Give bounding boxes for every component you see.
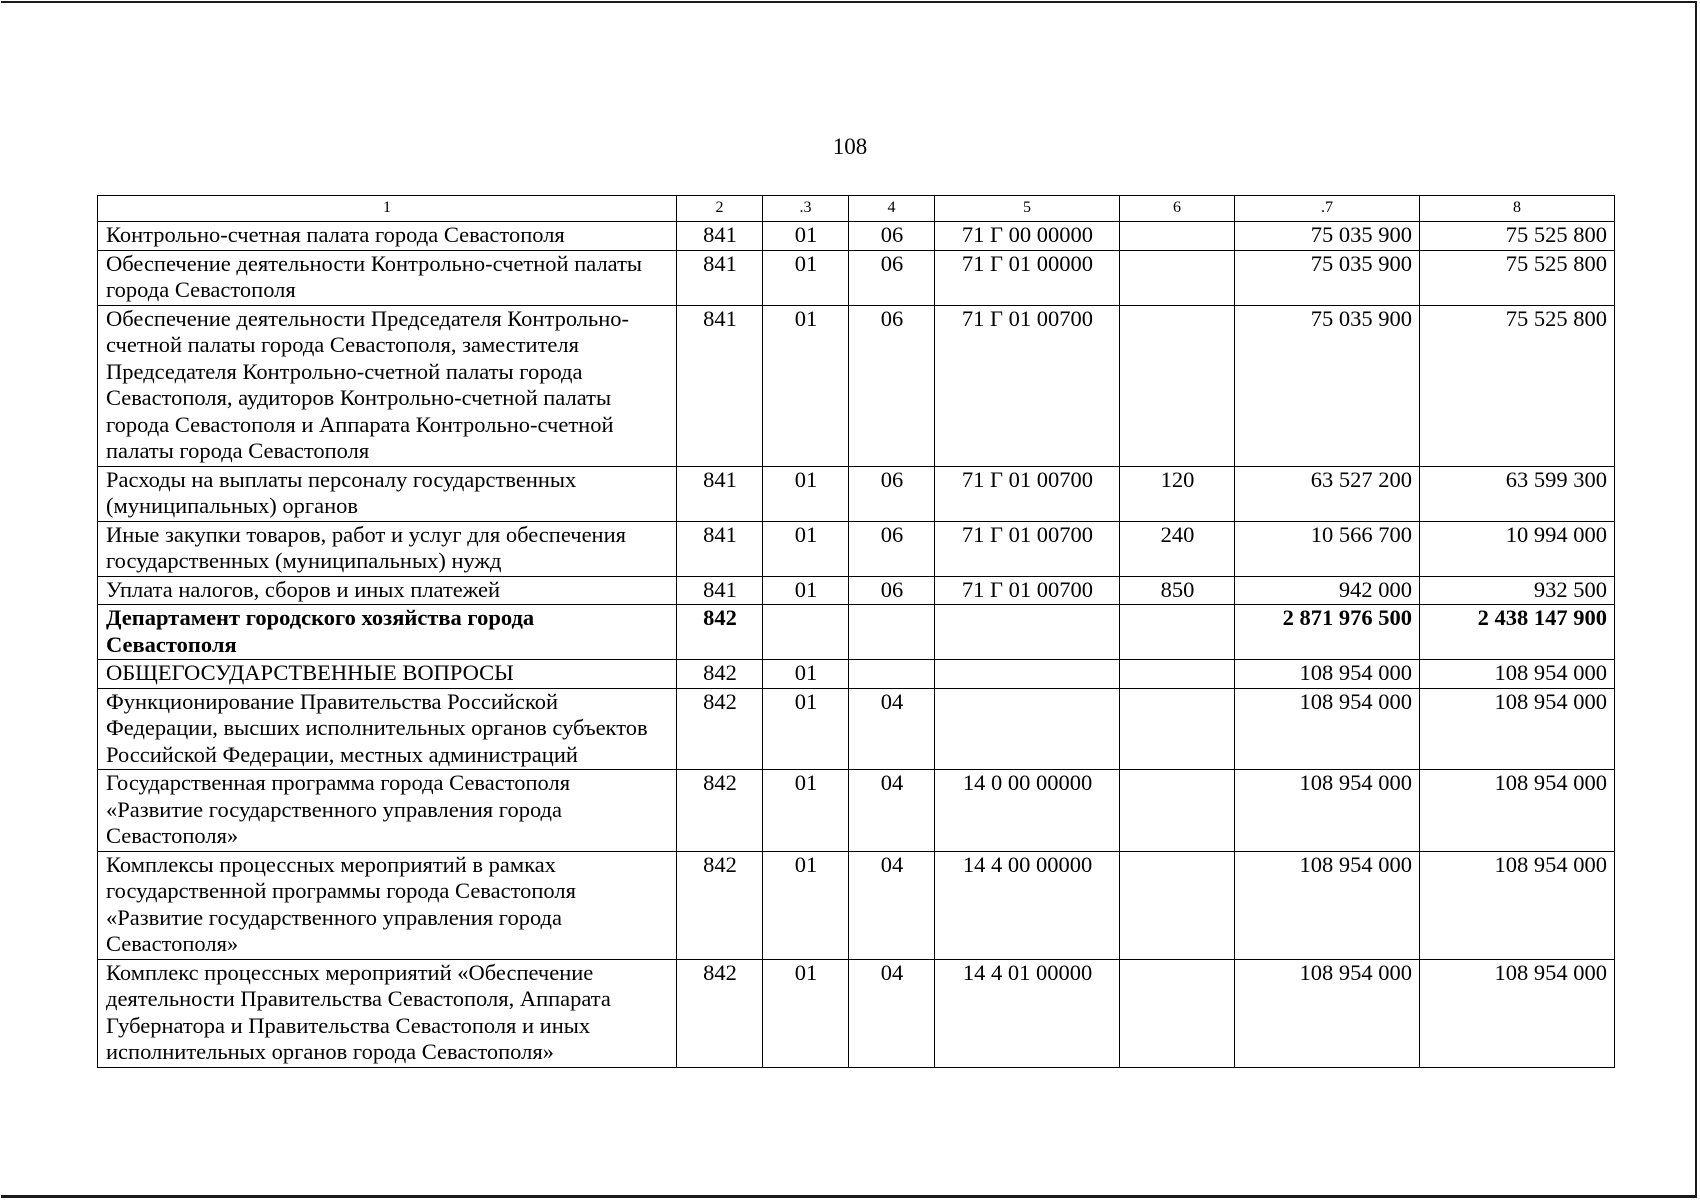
row-amount-2-cell: 63 599 300 [1420, 466, 1615, 521]
row-expense-type-cell [1120, 222, 1235, 251]
row-amount-2-cell: 108 954 000 [1420, 660, 1615, 689]
row-target-article-cell: 71 Г 01 00700 [935, 521, 1120, 576]
row-admin-code-cell: 841 [677, 576, 763, 605]
row-subsection-cell [849, 660, 935, 689]
row-target-article-cell: 71 Г 01 00700 [935, 466, 1120, 521]
row-section-cell: 01 [763, 959, 849, 1067]
row-amount-2-cell: 108 954 000 [1420, 770, 1615, 852]
row-name-cell: Обеспечение деятельности Председателя Контрольно-счетной палаты города Севастополя, заместителя Председателя Контрольно-счетной палаты города Севастополя, аудиторов Контрольно-счетной палаты города Севастополя и Аппарата Контрольно-счетной палаты города Севастополя [98, 305, 677, 466]
table-row [98, 222, 1615, 251]
row-admin-code-cell: 841 [677, 222, 763, 251]
header-cell-4: 4 [849, 196, 935, 222]
table-row [98, 851, 1615, 959]
row-name-cell: Иные закупки товаров, работ и услуг для обеспечения государственных (муниципальных) нужд [98, 521, 677, 576]
row-admin-code-cell: 842 [677, 688, 763, 770]
table-row [98, 770, 1615, 852]
row-admin-code-cell: 842 [677, 851, 763, 959]
row-amount-2-cell: 932 500 [1420, 576, 1615, 605]
table-row [98, 688, 1615, 770]
row-admin-code-cell: 841 [677, 305, 763, 466]
budget-table [97, 195, 1615, 1068]
row-admin-code-cell: 841 [677, 250, 763, 305]
row-amount-1-cell: 108 954 000 [1235, 688, 1420, 770]
row-amount-1-cell: 108 954 000 [1235, 660, 1420, 689]
row-expense-type-cell [1120, 851, 1235, 959]
row-subsection-cell: 04 [849, 959, 935, 1067]
row-amount-1-cell: 75 035 900 [1235, 222, 1420, 251]
row-amount-2-cell: 10 994 000 [1420, 521, 1615, 576]
row-subsection-cell: 04 [849, 851, 935, 959]
row-target-article-cell [935, 688, 1120, 770]
row-subsection-cell: 06 [849, 521, 935, 576]
row-expense-type-cell [1120, 959, 1235, 1067]
row-section-cell: 01 [763, 466, 849, 521]
header-cell-3: .3 [763, 196, 849, 222]
page-number-text: 108 [832, 134, 868, 159]
row-expense-type-cell: 240 [1120, 521, 1235, 576]
row-amount-2-cell: 75 525 800 [1420, 222, 1615, 251]
row-amount-1-cell: 942 000 [1235, 576, 1420, 605]
table-row [98, 605, 1615, 660]
row-name-cell: Комплекс процессных мероприятий «Обеспечение деятельности Правительства Севастополя, Аппарата Губернатора и Правительства Севастополя и иных исполнительных органов города Севастополя» [98, 959, 677, 1067]
row-subsection-cell: 04 [849, 770, 935, 852]
row-amount-1-cell: 75 035 900 [1235, 250, 1420, 305]
row-expense-type-cell [1120, 250, 1235, 305]
row-name-cell: Расходы на выплаты персоналу государственных (муниципальных) органов [98, 466, 677, 521]
row-name-cell: Функционирование Правительства Российской Федерации, высших исполнительных органов субъектов Российской Федерации, местных администраций [98, 688, 677, 770]
row-admin-code-cell: 842 [677, 605, 763, 660]
row-target-article-cell: 14 0 00 00000 [935, 770, 1120, 852]
row-amount-2-cell: 75 525 800 [1420, 250, 1615, 305]
row-admin-code-cell: 842 [677, 959, 763, 1067]
row-amount-1-cell: 108 954 000 [1235, 959, 1420, 1067]
row-admin-code-cell: 841 [677, 521, 763, 576]
table-row [98, 576, 1615, 605]
row-expense-type-cell [1120, 660, 1235, 689]
row-admin-code-cell: 842 [677, 660, 763, 689]
row-target-article-cell: 14 4 00 00000 [935, 851, 1120, 959]
row-amount-1-cell: 75 035 900 [1235, 305, 1420, 466]
row-amount-1-cell: 108 954 000 [1235, 770, 1420, 852]
row-target-article-cell [935, 605, 1120, 660]
row-target-article-cell: 14 4 01 00000 [935, 959, 1120, 1067]
table-row [98, 660, 1615, 689]
row-section-cell: 01 [763, 688, 849, 770]
row-subsection-cell: 06 [849, 222, 935, 251]
row-section-cell [763, 605, 849, 660]
row-section-cell: 01 [763, 660, 849, 689]
header-cell-1: 1 [98, 196, 677, 222]
row-section-cell: 01 [763, 770, 849, 852]
row-subsection-cell: 06 [849, 466, 935, 521]
row-expense-type-cell [1120, 688, 1235, 770]
row-amount-2-cell: 75 525 800 [1420, 305, 1615, 466]
row-subsection-cell: 06 [849, 250, 935, 305]
row-name-cell: Комплексы процессных мероприятий в рамках государственной программы города Севастополя «Развитие государственного управления города Севастополя» [98, 851, 677, 959]
row-amount-2-cell: 108 954 000 [1420, 688, 1615, 770]
table-row [98, 521, 1615, 576]
row-target-article-cell [935, 660, 1120, 689]
row-expense-type-cell [1120, 305, 1235, 466]
row-section-cell: 01 [763, 250, 849, 305]
row-section-cell: 01 [763, 521, 849, 576]
table-row [98, 305, 1615, 466]
row-amount-2-cell: 2 438 147 900 [1420, 605, 1615, 660]
row-expense-type-cell [1120, 605, 1235, 660]
row-admin-code-cell: 842 [677, 770, 763, 852]
row-expense-type-cell [1120, 770, 1235, 852]
row-expense-type-cell: 120 [1120, 466, 1235, 521]
row-section-cell: 01 [763, 305, 849, 466]
row-name-cell: Государственная программа города Севастополя «Развитие государственного управления города Севастополя» [98, 770, 677, 852]
row-amount-1-cell: 2 871 976 500 [1235, 605, 1420, 660]
row-name-cell: Уплата налогов, сборов и иных платежей [98, 576, 677, 605]
row-admin-code-cell: 841 [677, 466, 763, 521]
row-expense-type-cell: 850 [1120, 576, 1235, 605]
row-target-article-cell: 71 Г 00 00000 [935, 222, 1120, 251]
row-name-cell: Контрольно-счетная палата города Севастополя [98, 222, 677, 251]
row-subsection-cell [849, 605, 935, 660]
header-row [98, 196, 1615, 222]
table-row [98, 959, 1615, 1067]
row-section-cell: 01 [763, 576, 849, 605]
header-cell-2: 2 [677, 196, 763, 222]
row-section-cell: 01 [763, 222, 849, 251]
row-amount-1-cell: 63 527 200 [1235, 466, 1420, 521]
row-amount-1-cell: 108 954 000 [1235, 851, 1420, 959]
row-subsection-cell: 06 [849, 576, 935, 605]
row-amount-2-cell: 108 954 000 [1420, 851, 1615, 959]
row-name-cell: Обеспечение деятельности Контрольно-счетной палаты города Севастополя [98, 250, 677, 305]
row-amount-2-cell: 108 954 000 [1420, 959, 1615, 1067]
page-number [0, 134, 1700, 160]
header-cell-7: .7 [1235, 196, 1420, 222]
row-name-cell: Департамент городского хозяйства города Севастополя [98, 605, 677, 660]
table-row [98, 250, 1615, 305]
row-target-article-cell: 71 Г 01 00700 [935, 576, 1120, 605]
header-cell-5: 5 [935, 196, 1120, 222]
row-name-cell: ОБЩЕГОСУДАРСТВЕННЫЕ ВОПРОСЫ [98, 660, 677, 689]
row-section-cell: 01 [763, 851, 849, 959]
row-target-article-cell: 71 Г 01 00000 [935, 250, 1120, 305]
row-target-article-cell: 71 Г 01 00700 [935, 305, 1120, 466]
row-subsection-cell: 04 [849, 688, 935, 770]
table-body [98, 196, 1615, 1068]
row-amount-1-cell: 10 566 700 [1235, 521, 1420, 576]
header-cell-8: 8 [1420, 196, 1615, 222]
table-row [98, 466, 1615, 521]
header-cell-6: 6 [1120, 196, 1235, 222]
row-subsection-cell: 06 [849, 305, 935, 466]
